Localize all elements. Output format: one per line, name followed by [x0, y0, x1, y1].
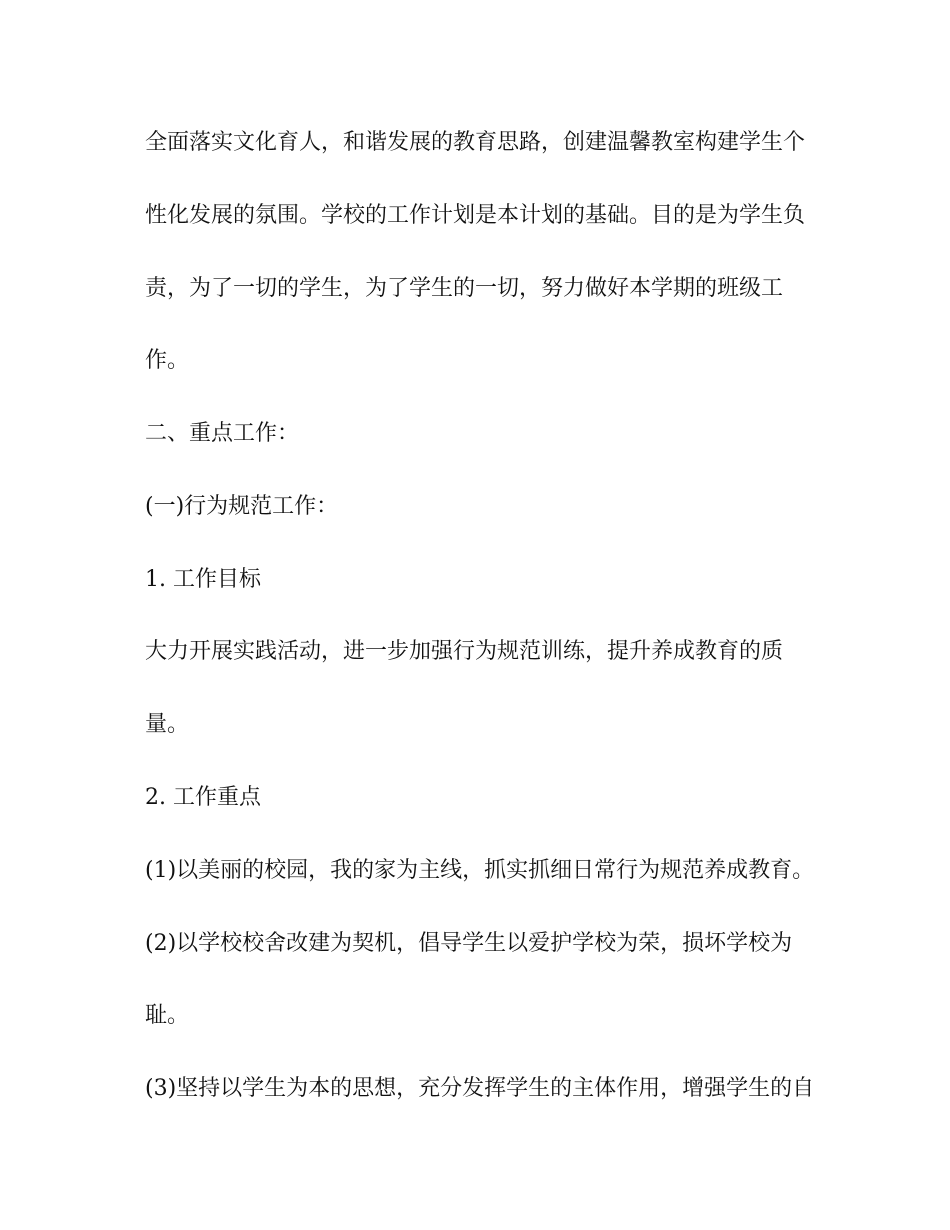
- item-heading: 2. 工作重点: [145, 785, 261, 810]
- list-item-line: 耻。: [145, 1003, 190, 1028]
- item-heading: 1. 工作目标: [145, 567, 261, 592]
- subsection-heading: (一)行为规范工作：: [145, 494, 339, 519]
- list-item-line: (2)以学校校舍改建为契机，倡导学生以爱护学校为荣，损坏学校为: [145, 931, 793, 956]
- list-item-line: (1)以美丽的校园，我的家为主线，抓实抓细日常行为规范养成教育。: [145, 858, 815, 883]
- body-text-line: 量。: [145, 712, 190, 737]
- body-text-line: 责，为了一切的学生，为了学生的一切，努力做好本学期的班级工: [145, 276, 784, 301]
- list-item-line: (3)坚持以学生为本的思想，充分发挥学生的主体作用，增强学生的自: [145, 1076, 815, 1101]
- body-text-line: 大力开展实践活动，进一步加强行为规范训练，提升养成教育的质: [145, 639, 784, 664]
- section-heading: 二、重点工作：: [145, 421, 300, 446]
- body-text-line: 作。: [145, 348, 190, 373]
- body-text-line: 全面落实文化育人，和谐发展的教育思路，创建温馨教室构建学生个: [145, 130, 806, 155]
- body-text-line: 性化发展的氛围。学校的工作计划是本计划的基础。目的是为学生负: [145, 203, 806, 228]
